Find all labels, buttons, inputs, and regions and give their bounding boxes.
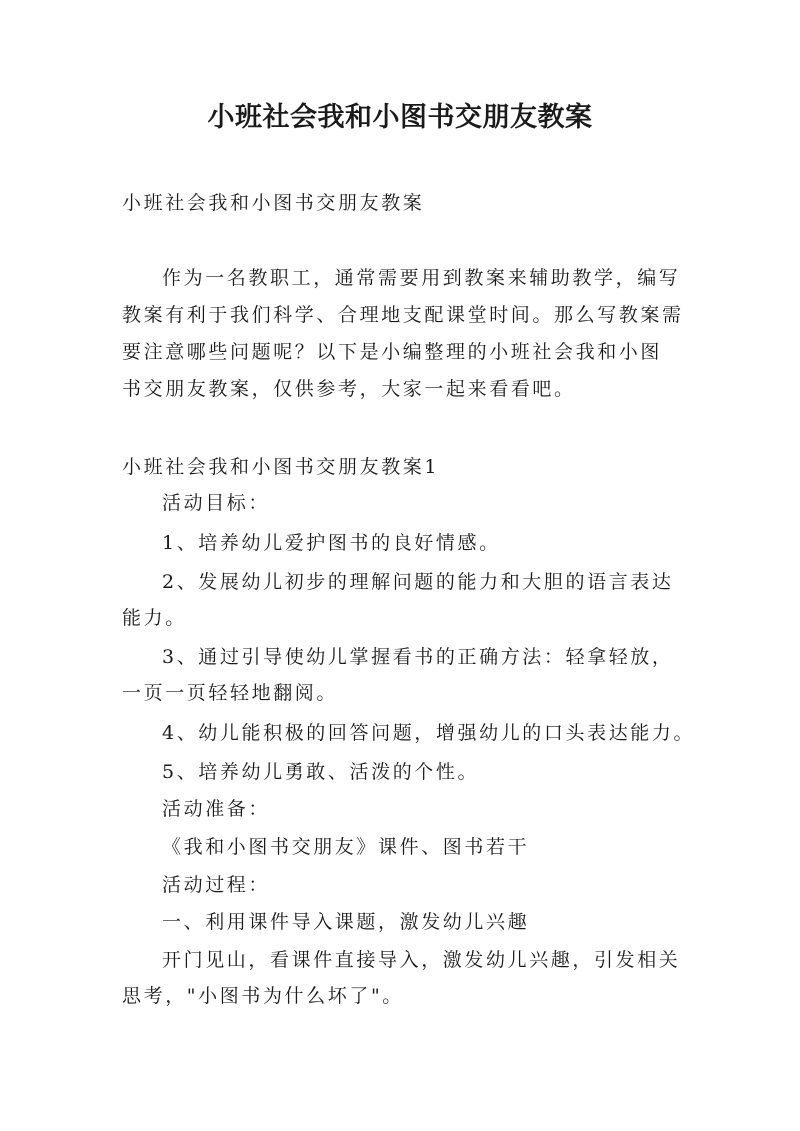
intro-line-4: 书交朋友教案，仅供参考，大家一起来看看吧。: [122, 378, 576, 400]
goal-item-3-continued: 一页一页轻轻地翻阅。: [122, 682, 339, 704]
intro-line-2: 教案有利于我们科学、合理地支配课堂时间。那么写教案需: [122, 304, 684, 326]
step-1-text: 开门见山，看课件直接导入，激发幼儿兴趣，引发相关: [162, 949, 681, 971]
prep-heading: 活动准备：: [162, 798, 271, 820]
prep-text: 《我和小图书交朋友》课件、图书若干: [162, 836, 530, 858]
process-heading: 活动过程：: [162, 874, 271, 896]
step-1-heading: 一、利用课件导入课题，激发幼儿兴趣: [162, 911, 530, 933]
goals-heading: 活动目标：: [162, 492, 271, 514]
goal-item-4: 4、幼儿能积极的回答问题，增强幼儿的口头表达能力。: [162, 722, 696, 744]
document-subtitle: 小班社会我和小图书交朋友教案: [122, 192, 425, 214]
step-1-text-continued: 思考，"小图书为什么坏了"。: [122, 985, 404, 1007]
intro-line-3: 要注意哪些问题呢？以下是小编整理的小班社会我和小图: [122, 341, 663, 363]
goal-item-1: 1、培养幼儿爱护图书的良好情感。: [162, 532, 501, 554]
goal-item-3: 3、通过引导使幼儿掌握看书的正确方法：轻拿轻放，: [162, 646, 674, 668]
goal-item-2-continued: 能力。: [122, 607, 187, 629]
intro-line-1: 作为一名教职工，通常需要用到教案来辅助教学，编写: [162, 267, 681, 289]
document-title: 小班社会我和小图书交朋友教案: [207, 102, 593, 133]
goal-item-2: 2、发展幼儿初步的理解问题的能力和大胆的语言表达: [162, 571, 674, 593]
section-heading: 小班社会我和小图书交朋友教案1: [122, 456, 440, 478]
goal-item-5: 5、培养幼儿勇敢、活泼的个性。: [162, 761, 480, 783]
